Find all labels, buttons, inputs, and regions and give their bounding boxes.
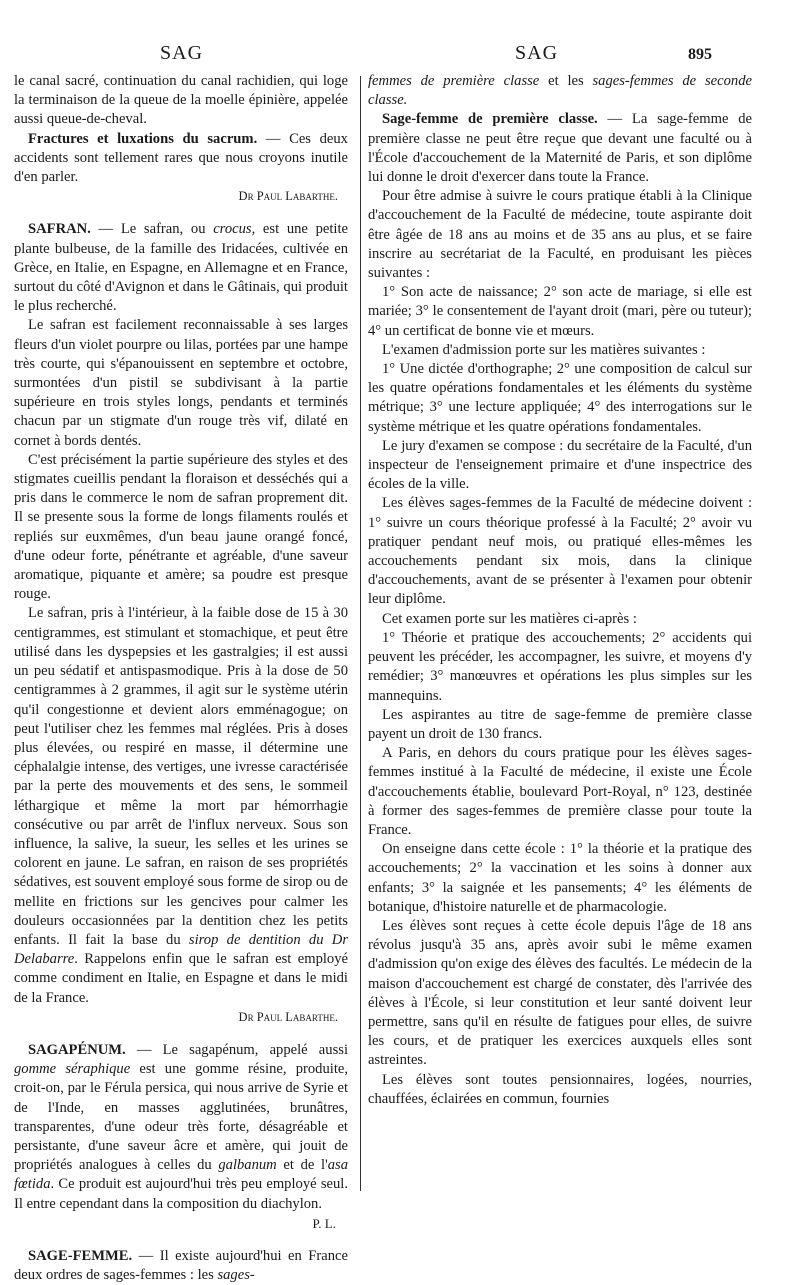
sage-femme-b: sages- [217, 1267, 255, 1284]
right-paragraph-11: A Paris, en dehors du cours pratique pour les élèves sages-femmes institué à la Faculté de médecine, il existe une École d'accouchements établie, boulevard Port-Royal, n° 123, destinée à former des sages-femmes de première classe pour toute la France. [368, 745, 752, 838]
right-paragraph-9: 1° Théorie et pratique des accouchements; 2° accidents qui peuvent les précéder, les accompagner, les suivre, et moyens d'y remédier; 3° manœuvres et opérations les plus simples sur les mannequins. [368, 629, 752, 704]
sagapenum-d: . Ce produit est aujourd'hui très peu employé seul. Il entre cependant dans la composition du diachylon. [14, 1176, 348, 1212]
right-paragraph-2: Pour être admise à suivre le cours pratique établi à la Clinique d'accouchement de la Faculté de médecine, toute aspirante doit être âgée de 18 ans au moins et de 35 ans au plus, et se faire inscrire au secrétariat de la Faculté, en produisant les pièces suivantes : [368, 188, 752, 282]
sagapenum-gomme: gomme séraphique [14, 1061, 131, 1078]
safran-paragraph-3: C'est précisément la partie supérieure des styles et des stigmates cueillis pendant la floraison et desséchés qui a pris dans le commerce le nom de safran proprement dit. Il se presente sous la forme de longs filaments roulés et repliés sur euxmêmes, d'un beau jaune orangé foncé, d'une odeur forte, pénétrante et agréable, d'une saveur aromatique, piquante et amère; sa poudre est presque rouge. [14, 451, 348, 603]
right-paragraph-12: On enseigne dans cette école : 1° la théorie et la pratique des accouchements; 2° la vaccination et les soins à donner aux enfants; 3° la saignée et les pansements; 4° les éléments de botanique, d'histoire naturelle et de pharmacologie. [368, 841, 752, 915]
right-paragraph-5: 1° Une dictée d'orthographe; 2° une composition de calcul sur les quatre opérations fondamentales et les éléments du système métrique; 3° une lecture appliquée; 4° des interrogations sur le système métrique et les quatre opérations fondamentales. [368, 361, 752, 435]
right-paragraph-7: Les élèves sages-femmes de la Faculté de médecine doivent : 1° suivre un cours théorique professé à la Faculté; 2° avoir vu pratiquer pendant neuf mois, ou pratiqué elles-mêmes les accouchements pendant six mois, dans la clinique d'accouchements, avant de se présenter à l'examen pour obtenir leur diplôme. [368, 495, 752, 608]
right-column [368, 72, 752, 1109]
running-head-left: SAG [160, 42, 204, 64]
safran-intro [14, 220, 348, 316]
sagapenum-c: et de l' [276, 1157, 328, 1174]
premiere-classe-paragraph [368, 110, 752, 187]
cont-a: femmes de première classe [368, 73, 540, 89]
sagapenum-heading: SAGAPÉNUM. [28, 1041, 126, 1058]
safran-sirop: sirop de dentition du Dr Delabarre [14, 931, 348, 968]
sagapenum-asa: asa fœtida [14, 1157, 348, 1193]
right-paragraph-14: Les élèves sont toutes pensionnaires, logées, nourries, chauffées, éclairées en commun, fournies [368, 1071, 752, 1107]
right-paragraph-4: L'examen d'admission porte sur les matières suivantes : [382, 341, 706, 358]
sage-femme-a: — Il existe aujourd'hui en France deux ordres de sages-femmes : les [14, 1247, 348, 1284]
safran-heading: SAFRAN. [28, 221, 91, 238]
safran-p4-a: Le safran, pris à l'intérieur, à la faible dose de 15 à 30 centigrammes, est stimulant et stomachique, et peut être utilisé dans les dyspepsies et les gastralgies; il est aussi un peu sédatif et antispasmodique. Pris à la dose de 50 centigrammes à 2 grammes, il agit sur le système utérin qu'il congestionne et devient alors emménagogue; on peut l'utiliser chez les femmes mal réglées. Pris à doses plus élevées, ou respiré en masse, il détermine une céphalalgie intense, des vertiges, une ivresse caractérisée par la perte des mouvements et des sens, le sommeil léthargique et même la mort par hémorrhagie consécutive ou par arrêt de l'influx nerveux. Sous son influence, la salive, la sueur, les selles et les urines se colorent en jaune. Le safran, en raison de ses propriétés sédatives, est souvent employé sous forme de sirop ou de mellite en frictions sur les gencives pour calmer les douleurs occasionnées par la dentition chez les petits enfants. Il fait la base du [14, 605, 348, 948]
signature-labarthe-2: Dr Paul Labarthe. [238, 1009, 338, 1024]
signature-labarthe-1: Dr Paul Labarthe. [238, 189, 338, 204]
running-head-right: SAG [515, 42, 559, 64]
premiere-classe-heading: Sage-femme de première classe. [382, 111, 598, 128]
sacrum-continuation: le canal sacré, continuation du canal rachidien, qui loge la terminaison de la queue de la moelle épinière, appelée aussi queue-de-cheval. [14, 73, 348, 128]
sagapenum-galbanum: galbanum [218, 1157, 277, 1174]
safran-intro-a: — Le safran, ou [90, 221, 214, 238]
safran-intro-b: , est une petite plante bulbeuse, de la famille des Iridacées, cultivée en Grèce, en Italie, en Espagne, en Allemagne et en France, surtout du côté d'Avignon et dans le Gâtinais, qui produit le plus recherché. [14, 221, 349, 315]
cont-c: sages-femmes de seconde classe. [368, 73, 752, 109]
right-paragraph-13: Les élèves sont reçues à cette école depuis l'âge de 18 ans révolus jusqu'à 35 ans, après avoir subi le même examen d'admission qu'on exige des élèves des facultés. Le médecin de la maison d'accouchement est chargé de constater, dès l'arrivée des élèves à l'École, si leur constitution et leur santé doivent leur permettre, sans qu'il en résulte de fatigues pour elles, de suivre les cours, et de pratiquer les exercices auxquels elles sont astreintes. [368, 917, 752, 1069]
right-paragraph-10: Les aspirantes au titre de sage-femme de première classe payent un droit de 130 francs. [368, 706, 752, 742]
premiere-classe-text: — La sage-femme de première classe ne peut être reçue que devant une faculté ou à l'École d'accouchement de la Maternité de Paris, et son diplôme lui donne le droit d'exercer dans toute la France. [368, 111, 752, 186]
sagapenum-paragraph [14, 1041, 348, 1214]
safran-p4-b: . Rappelons enfin que le safran est employé comme condiment en Italie, en Espagne et dans le midi de la France. [14, 951, 348, 1006]
right-paragraph-3: 1° Son acte de naissance; 2° son acte de mariage, si elle est mariée; 3° le consentement de l'ayant droit (mari, père ou tuteur); 4° un certificat de bonne vie et mœurs. [368, 284, 752, 339]
fractures-text: — Ces deux accidents sont tellement rares que nous croyons inutile d'en parler. [14, 130, 348, 186]
safran-paragraph-4 [14, 604, 348, 1007]
sagapenum-a: — Le sagapénum, appelé aussi [125, 1041, 348, 1058]
right-paragraph-6: Le jury d'examen se compose : du secrétaire de la Faculté, d'un inspecteur de l'enseignement primaire et d'une inspectrice des écoles de la ville. [368, 437, 752, 493]
sagapenum-b: est une gomme résine, produite, croit-on, par le Férula persica, qui nous arrive de Syrie et de l'Inde, en masses agglutinées, brunâtres, transparentes, d'une odeur très forte, désagréable et persistante, d'une saveur âcre et amère, qui jouit de propriétés analogues à celles du [14, 1061, 348, 1174]
fractures-paragraph [14, 130, 348, 188]
safran-paragraph-2: Le safran est facilement reconnaissable à ses larges fleurs d'un violet pourpre ou lilas, portées par une hampe très courte, qui s'épanouissent en septembre et octobre, surmontées d'un pistil se subdivisant à la partie supérieure en trois styles longs, pendants et terminés chacun par un stigmate d'un rouge très vif, dilaté en cornet à bords dentés. [14, 317, 348, 449]
right-paragraph-8: Cet examen porte sur les matières ci-après : [382, 610, 637, 627]
safran-crocus: crocus [213, 221, 252, 238]
left-column [14, 72, 348, 1285]
sage-femme-continuation [368, 72, 752, 110]
fractures-heading: Fractures et luxations du sacrum. [28, 130, 258, 147]
page-header [0, 42, 800, 72]
cont-b: et les [539, 73, 593, 89]
sage-femme-paragraph [14, 1247, 348, 1285]
signature-pl: P. L. [312, 1215, 336, 1231]
page-number: 895 [688, 46, 712, 63]
sage-femme-heading: SAGE-FEMME. [28, 1247, 133, 1264]
column-divider [360, 76, 361, 1191]
